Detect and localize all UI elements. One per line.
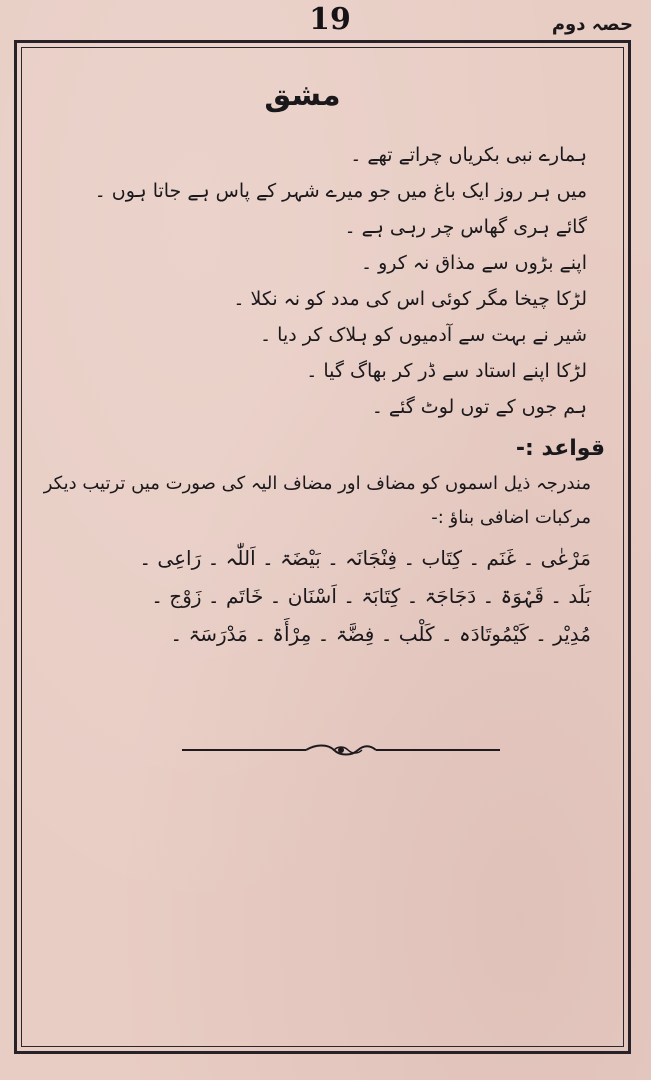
page-content	[40, 70, 605, 653]
exercise-sentence: لڑکا اپنے استاد سے ڈر کر بھاگ گیا ۔	[306, 360, 587, 382]
noun-row: بَلَد ۔ قَہْوَۃ ۔ دَجَاجَۃ ۔ کِتَابَۃ ۔ اَسْنَان ۔ خَاتَم ۔ زَوْج ۔	[151, 584, 591, 608]
exercise-sentence: اپنے بڑوں سے مذاق نہ کرو ۔	[360, 252, 587, 274]
running-head: حصہ دوم	[551, 14, 633, 35]
exercise-sentence-list	[40, 137, 605, 425]
exercise-sentence: گائے ہری گھاس چر رہی ہے ۔	[344, 216, 587, 238]
noun-word-list	[40, 539, 605, 653]
ornamental-divider	[182, 742, 500, 758]
rules-instruction: مندرجہ ذیل اسموں کو مضاف اور مضاف الیہ کی صورت میں ترتیب دیکر مرکبات اضافی بناؤ :-	[43, 473, 591, 528]
exercise-sentence: ہمارے نبی بکریاں چراتے تھے ۔	[350, 144, 587, 166]
page-number: 19	[309, 2, 351, 37]
exercise-sentence: ہم جوں کے توں لوٹ گئے ۔	[371, 396, 587, 418]
exercise-sentence: میں ہر روز ایک باغ میں جو میرے شہر کے پاس ہے جاتا ہوں ۔	[94, 180, 587, 202]
noun-row: مَرْعٰی ۔ غَنَم ۔ کِتَاب ۔ فِنْجَانَہ ۔ بَیْضَۃ ۔ اَللّٰہ ۔ رَاعِی ۔	[139, 546, 591, 570]
rules-heading: قواعد :-	[515, 436, 605, 461]
noun-row: مُدِیْر ۔ کَیْمُوتَادَہ ۔ کَلْب ۔ فِضَّۃ ۔ مِرْأَۃ ۔ مَدْرَسَۃ ۔	[170, 622, 591, 646]
exercise-sentence: لڑکا چیخا مگر کوئی اس کی مدد کو نہ نکلا ۔	[233, 288, 587, 310]
exercise-sentence: شیر نے بہت سے آدمیوں کو ہلاک کر دیا ۔	[260, 324, 587, 346]
exercise-title: مشق	[264, 78, 341, 113]
